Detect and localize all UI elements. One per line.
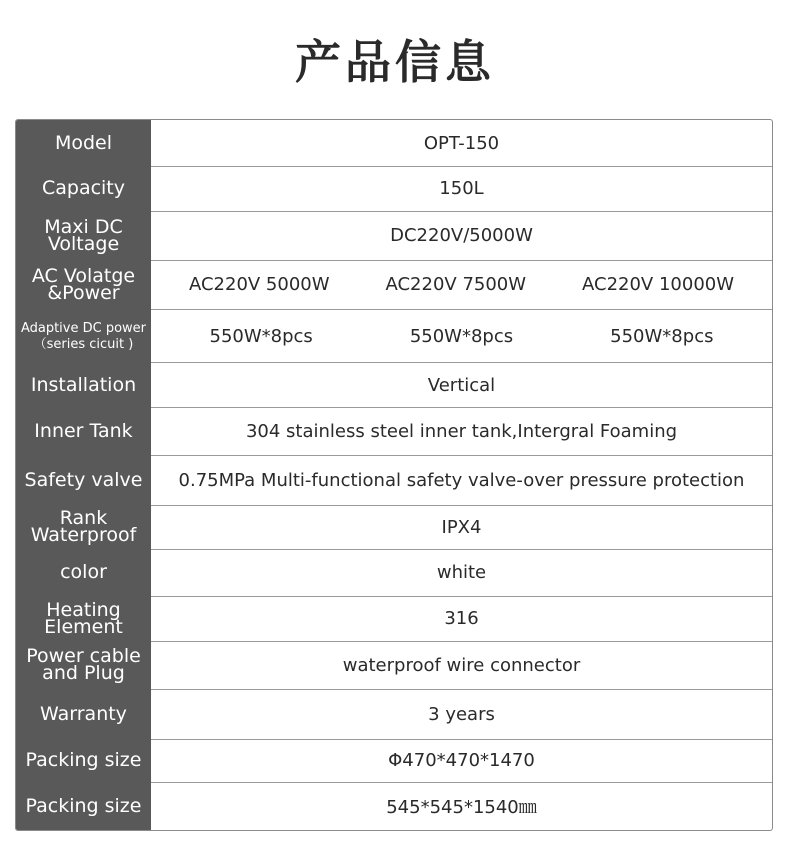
table-row-model bbox=[16, 120, 772, 166]
row-value: 545*545*1540㎜ bbox=[386, 797, 537, 818]
table-row-color bbox=[16, 549, 772, 596]
row-value-group bbox=[151, 260, 772, 310]
row-value-group bbox=[151, 310, 772, 363]
table-row-max-dc-voltage bbox=[16, 211, 772, 260]
row-label: Warranty bbox=[40, 702, 127, 725]
table-row-packing-size bbox=[16, 782, 772, 830]
row-label: Heating Element bbox=[44, 598, 123, 638]
row-value: AC220V 7500W bbox=[385, 274, 527, 295]
row-value: 550W*8pcs bbox=[409, 325, 514, 347]
row-value: 304 stainless steel inner tank,Intergral Foaming bbox=[151, 407, 772, 456]
row-label: Power cable and Plug bbox=[26, 645, 141, 684]
table-row-installation bbox=[16, 363, 772, 407]
row-label: Safety valve bbox=[24, 468, 143, 491]
row-value: AC220V 5000W bbox=[188, 274, 330, 295]
table-row-safety-valve bbox=[16, 455, 772, 505]
row-label: Inner Tank bbox=[34, 419, 133, 442]
table-row-capacity bbox=[16, 166, 772, 211]
table-row-power-cable bbox=[16, 641, 772, 689]
table-row-rank-waterproof bbox=[16, 505, 772, 549]
row-value: DC220V/5000W bbox=[151, 211, 772, 261]
row-value: 150L bbox=[151, 166, 772, 212]
row-value: IPX4 bbox=[151, 505, 772, 550]
row-label: Installation bbox=[30, 373, 137, 396]
row-value: 0.75MPa Multi-functional safety valve-over pressure protection bbox=[151, 455, 772, 506]
product-info-table bbox=[15, 119, 773, 831]
row-value: 550W*8pcs bbox=[610, 325, 714, 347]
row-label: Capacity bbox=[41, 177, 126, 199]
row-label: Packing size bbox=[25, 749, 142, 771]
table-row-warranty bbox=[16, 689, 772, 739]
row-label: AC Volatge &Power bbox=[31, 265, 136, 304]
table-row-heating-element bbox=[16, 596, 772, 641]
row-value: Vertical bbox=[151, 363, 772, 408]
page-title: 产品信息 bbox=[295, 35, 495, 89]
row-label: Maxi DC Voltage bbox=[44, 215, 123, 255]
row-label: color bbox=[60, 561, 107, 583]
table-row-packing-size bbox=[16, 739, 772, 782]
row-value: waterproof wire connector bbox=[151, 641, 772, 690]
table-row-ac-voltage-power bbox=[16, 260, 772, 310]
row-label: Rank Waterproof bbox=[30, 507, 137, 546]
row-label: Adaptive DC power （series cicuit ) bbox=[20, 320, 147, 352]
row-label: Model bbox=[54, 131, 113, 154]
row-value: Φ470*470*1470 bbox=[151, 739, 772, 783]
row-value: white bbox=[151, 549, 772, 597]
row-value: 316 bbox=[151, 596, 772, 642]
row-value: 3 years bbox=[151, 689, 772, 740]
row-value: 550W*8pcs bbox=[209, 325, 313, 347]
row-label: Packing size bbox=[25, 794, 142, 817]
row-value: OPT-150 bbox=[151, 120, 772, 167]
table-row-inner-tank bbox=[16, 407, 772, 455]
table-row-adaptive-dc-power bbox=[16, 310, 772, 363]
row-value: AC220V 10000W bbox=[582, 274, 735, 295]
